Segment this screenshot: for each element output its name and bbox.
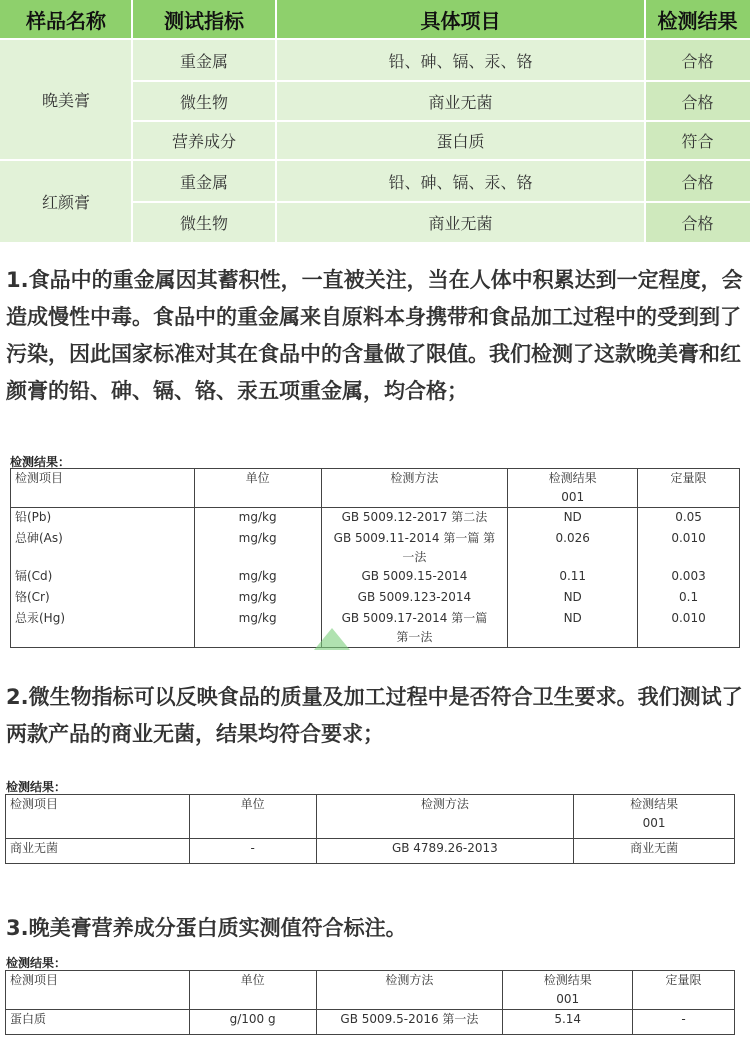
table-row: [11, 609, 740, 648]
paragraph-protein: 3.晚美膏营养成分蛋白质实测值符合标注。: [6, 916, 407, 940]
indicator-cell: 重金属: [132, 161, 276, 202]
cell-result: 商业无菌: [574, 839, 735, 864]
result-cell: 合格: [645, 202, 750, 242]
col-header-unit: 单位: [189, 795, 316, 839]
method-line: GB 5009.11-2014 第一篇 第: [333, 531, 496, 545]
cell-item: 镉(Cd): [11, 567, 195, 588]
col-header-item: 检测项目: [6, 795, 190, 839]
cell-method: GB 5009.5-2016 第一法: [316, 1010, 503, 1035]
cell-unit: mg/kg: [194, 567, 321, 588]
item-cell: 蛋白质: [276, 121, 645, 159]
cell-item: 总汞(Hg): [11, 609, 195, 648]
paragraph-microbiology: 2.微生物指标可以反映食品的质量及加工过程中是否符合卫生要求。我们测试了两款产品的商业无菌，结果均符合要求；: [6, 685, 743, 746]
cell-item: 蛋白质: [6, 1010, 190, 1035]
header-specific-item: 具体项目: [276, 0, 645, 38]
item-cell: 商业无菌: [276, 202, 645, 242]
indicator-cell: 重金属: [132, 40, 276, 81]
table-row: [11, 567, 740, 588]
cell-result: ND: [508, 609, 638, 648]
col-header-unit: 单位: [189, 971, 316, 1010]
cell-result: ND: [508, 508, 638, 530]
indicator-cell: 营养成分: [132, 121, 276, 159]
cell-result: 0.026: [508, 529, 638, 567]
cell-method: GB 5009.123-2014: [321, 588, 508, 609]
item-cell: 铅、砷、镉、汞、铬: [276, 40, 645, 81]
result-cell: 合格: [645, 40, 750, 81]
table-row: [11, 529, 740, 567]
result-id: 001: [642, 816, 666, 830]
result-label: 检测结果: [630, 797, 679, 811]
table-header-row: [6, 795, 735, 839]
item-cell: 铅、砷、镉、汞、铬: [276, 161, 645, 202]
grid-line: [131, 0, 133, 242]
cell-item: 总砷(As): [11, 529, 195, 567]
col-header-item: 检测项目: [6, 971, 190, 1010]
paragraph-heavy-metals: 1.食品中的重金属因其蓄积性，一直被关注，当在人体中积累达到一定程度，会造成慢性中毒。食品中的重金属来自原料本身携带和食品加工过程中的受到到了污染，因此国家标准对其在食品中的含量做了限值。我们检测了这款晚美膏和红颜膏的铅、砷、镉、铬、汞五项重金属，均合格；: [6, 268, 743, 403]
cell-limit: 0.003: [638, 567, 740, 588]
table-header-row: [6, 971, 735, 1010]
result-cell: 合格: [645, 161, 750, 202]
table-row: [6, 839, 735, 864]
method-line: 第一法: [396, 630, 433, 644]
report-title: 检测结果：: [6, 780, 67, 794]
report-title: 检测结果：: [6, 956, 67, 970]
result-id: 001: [556, 992, 580, 1006]
cell-method: GB 5009.15-2014: [321, 567, 508, 588]
col-header-result: [508, 469, 638, 508]
cell-method: [321, 529, 508, 567]
col-header-limit: 定量限: [633, 971, 735, 1010]
method-line: 一法: [402, 550, 427, 564]
result-id: 001: [561, 490, 585, 504]
indicator-cell: 微生物: [132, 81, 276, 121]
table-row: [11, 508, 740, 530]
result-cell: 符合: [645, 121, 750, 159]
report-title: 检测结果：: [10, 455, 71, 469]
table-row: [11, 588, 740, 609]
col-header-limit: 定量限: [638, 469, 740, 508]
grid-line: [644, 0, 646, 242]
cell-item: 商业无菌: [6, 839, 190, 864]
grid-line: [0, 159, 750, 161]
cell-unit: mg/kg: [194, 609, 321, 648]
grid-line: [0, 38, 750, 40]
result-label: 检测结果: [548, 471, 597, 485]
cell-limit: 0.05: [638, 508, 740, 530]
grid-line: [132, 120, 750, 122]
result-cell: 合格: [645, 81, 750, 121]
cell-result: 0.11: [508, 567, 638, 588]
header-test-result: 检测结果: [645, 0, 750, 38]
item-cell: 商业无菌: [276, 81, 645, 121]
cell-limit: -: [633, 1010, 735, 1035]
header-test-indicator: 测试指标: [132, 0, 276, 38]
indicator-cell: 微生物: [132, 202, 276, 242]
col-header-unit: 单位: [194, 469, 321, 508]
microbiology-report-table: [5, 794, 735, 864]
cell-unit: mg/kg: [194, 529, 321, 567]
watermark-logo-icon: [312, 614, 352, 650]
heavy-metal-report-table: [10, 468, 740, 648]
grid-line: [275, 0, 277, 242]
sample-name-cell: 晚美膏: [0, 40, 132, 159]
grid-line: [132, 201, 750, 203]
method-line: GB 5009.17-2014 第一篇: [341, 611, 488, 625]
sample-name-cell: 红颜膏: [0, 161, 132, 242]
cell-item: 铬(Cr): [11, 588, 195, 609]
cell-unit: mg/kg: [194, 508, 321, 530]
summary-table: [0, 0, 750, 242]
header-sample-name: 样品名称: [0, 0, 132, 38]
cell-result: 5.14: [503, 1010, 633, 1035]
col-header-method: 检测方法: [316, 795, 574, 839]
cell-item: 铅(Pb): [11, 508, 195, 530]
table-header-row: [11, 469, 740, 508]
col-header-method: 检测方法: [321, 469, 508, 508]
cell-unit: mg/kg: [194, 588, 321, 609]
col-header-result: [503, 971, 633, 1010]
cell-method: GB 5009.12-2017 第二法: [321, 508, 508, 530]
cell-method: GB 4789.26-2013: [316, 839, 574, 864]
cell-unit: -: [189, 839, 316, 864]
col-header-result: [574, 795, 735, 839]
cell-limit: 0.1: [638, 588, 740, 609]
table-row: [6, 1010, 735, 1035]
cell-result: ND: [508, 588, 638, 609]
cell-limit: 0.010: [638, 609, 740, 648]
cell-limit: 0.010: [638, 529, 740, 567]
col-header-item: 检测项目: [11, 469, 195, 508]
grid-line: [132, 80, 750, 82]
col-header-method: 检测方法: [316, 971, 503, 1010]
protein-report-table: [5, 970, 735, 1035]
result-label: 检测结果: [543, 973, 592, 987]
cell-unit: g/100 g: [189, 1010, 316, 1035]
